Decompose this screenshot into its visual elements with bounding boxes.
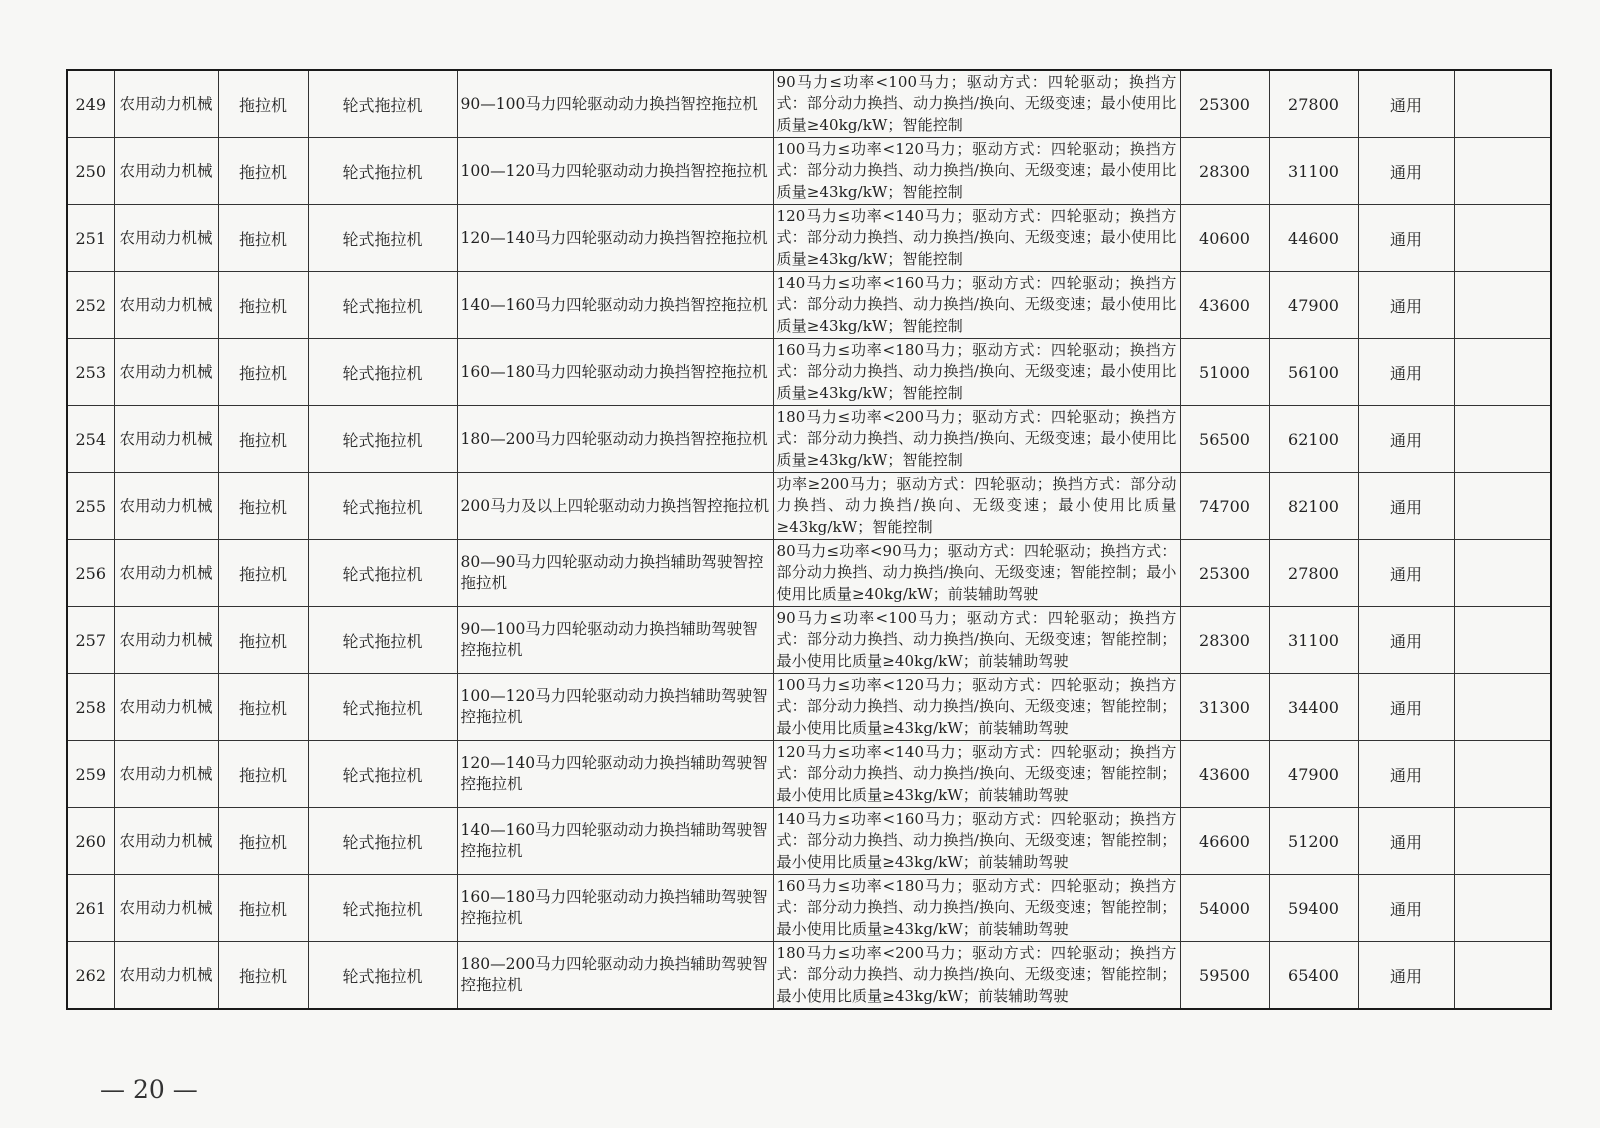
subtype-cell: 轮式拖拉机 [308,70,457,138]
subtype-cell: 轮式拖拉机 [308,607,457,674]
scope-cell: 通用 [1358,473,1454,540]
category-cell: 农用动力机械 [114,808,218,875]
subtype-cell: 轮式拖拉机 [308,205,457,272]
price-cell-2: 27800 [1269,540,1358,607]
category-cell: 农用动力机械 [114,607,218,674]
note-cell [1454,205,1551,272]
row-number: 251 [67,205,114,272]
price-cell-1: 25300 [1180,70,1269,138]
price-cell-1: 56500 [1180,406,1269,473]
price-cell-1: 43600 [1180,272,1269,339]
price-cell-2: 47900 [1269,741,1358,808]
item-name-cell: 100—120马力四轮驱动动力换挡智控拖拉机 [457,138,773,205]
price-cell-2: 31100 [1269,607,1358,674]
type-cell: 拖拉机 [218,138,308,205]
scope-cell: 通用 [1358,272,1454,339]
subtype-cell: 轮式拖拉机 [308,272,457,339]
price-cell-1: 51000 [1180,339,1269,406]
row-number: 259 [67,741,114,808]
note-cell [1454,607,1551,674]
type-cell: 拖拉机 [218,875,308,942]
note-cell [1454,808,1551,875]
row-number: 260 [67,808,114,875]
item-name-cell: 90—100马力四轮驱动动力换挡辅助驾驶智控拖拉机 [457,607,773,674]
item-name-cell: 80—90马力四轮驱动动力换挡辅助驾驶智控拖拉机 [457,540,773,607]
spec-cell: 160马力≤功率<180马力；驱动方式：四轮驱动；换挡方式：部分动力换挡、动力换挡/换向、无级变速；智能控制；最小使用比质量≥43kg/kW；前装辅助驾驶 [773,875,1180,942]
price-cell-1: 54000 [1180,875,1269,942]
page-number: — 20 — [100,1075,198,1104]
item-name-cell: 120—140马力四轮驱动动力换挡辅助驾驶智控拖拉机 [457,741,773,808]
price-cell-2: 62100 [1269,406,1358,473]
price-cell-1: 31300 [1180,674,1269,741]
type-cell: 拖拉机 [218,540,308,607]
row-number: 258 [67,674,114,741]
note-cell [1454,741,1551,808]
subtype-cell: 轮式拖拉机 [308,741,457,808]
scope-cell: 通用 [1358,138,1454,205]
type-cell: 拖拉机 [218,70,308,138]
note-cell [1454,473,1551,540]
price-cell-2: 51200 [1269,808,1358,875]
note-cell [1454,272,1551,339]
category-cell: 农用动力机械 [114,674,218,741]
price-cell-1: 25300 [1180,540,1269,607]
subtype-cell: 轮式拖拉机 [308,339,457,406]
row-number: 256 [67,540,114,607]
subtype-cell: 轮式拖拉机 [308,875,457,942]
category-cell: 农用动力机械 [114,875,218,942]
type-cell: 拖拉机 [218,473,308,540]
category-cell: 农用动力机械 [114,70,218,138]
category-cell: 农用动力机械 [114,205,218,272]
scope-cell: 通用 [1358,808,1454,875]
category-cell: 农用动力机械 [114,473,218,540]
table-body [67,70,1551,1009]
spec-cell: 160马力≤功率<180马力；驱动方式：四轮驱动；换挡方式：部分动力换挡、动力换挡/换向、无级变速；最小使用比质量≥43kg/kW；智能控制 [773,339,1180,406]
spec-cell: 120马力≤功率<140马力；驱动方式：四轮驱动；换挡方式：部分动力换挡、动力换挡/换向、无级变速；智能控制；最小使用比质量≥43kg/kW；前装辅助驾驶 [773,741,1180,808]
row-number: 254 [67,406,114,473]
spec-cell: 100马力≤功率<120马力；驱动方式：四轮驱动；换挡方式：部分动力换挡、动力换挡/换向、无级变速；智能控制；最小使用比质量≥43kg/kW；前装辅助驾驶 [773,674,1180,741]
table-row [67,942,1551,1010]
row-number: 252 [67,272,114,339]
price-cell-2: 31100 [1269,138,1358,205]
item-name-cell: 90—100马力四轮驱动动力换挡智控拖拉机 [457,70,773,138]
spec-cell: 180马力≤功率<200马力；驱动方式：四轮驱动；换挡方式：部分动力换挡、动力换挡/换向、无级变速；智能控制；最小使用比质量≥43kg/kW；前装辅助驾驶 [773,942,1180,1010]
price-cell-2: 27800 [1269,70,1358,138]
spec-cell: 180马力≤功率<200马力；驱动方式：四轮驱动；换挡方式：部分动力换挡、动力换挡/换向、无级变速；最小使用比质量≥43kg/kW；智能控制 [773,406,1180,473]
table-row [67,808,1551,875]
row-number: 255 [67,473,114,540]
price-cell-2: 82100 [1269,473,1358,540]
note-cell [1454,875,1551,942]
table-row [67,406,1551,473]
type-cell: 拖拉机 [218,942,308,1010]
row-number: 261 [67,875,114,942]
type-cell: 拖拉机 [218,272,308,339]
item-name-cell: 160—180马力四轮驱动动力换挡辅助驾驶智控拖拉机 [457,875,773,942]
item-name-cell: 180—200马力四轮驱动动力换挡智控拖拉机 [457,406,773,473]
price-cell-2: 65400 [1269,942,1358,1010]
spec-cell: 90马力≤功率<100马力；驱动方式：四轮驱动；换挡方式：部分动力换挡、动力换挡/换向、无级变速；最小使用比质量≥40kg/kW；智能控制 [773,70,1180,138]
spec-cell: 120马力≤功率<140马力；驱动方式：四轮驱动；换挡方式：部分动力换挡、动力换挡/换向、无级变速；最小使用比质量≥43kg/kW；智能控制 [773,205,1180,272]
scope-cell: 通用 [1358,674,1454,741]
scope-cell: 通用 [1358,406,1454,473]
row-number: 262 [67,942,114,1010]
subtype-cell: 轮式拖拉机 [308,808,457,875]
type-cell: 拖拉机 [218,607,308,674]
category-cell: 农用动力机械 [114,540,218,607]
note-cell [1454,406,1551,473]
row-number: 249 [67,70,114,138]
table-row [67,540,1551,607]
item-name-cell: 140—160马力四轮驱动动力换挡智控拖拉机 [457,272,773,339]
subtype-cell: 轮式拖拉机 [308,540,457,607]
scope-cell: 通用 [1358,607,1454,674]
item-name-cell: 200马力及以上四轮驱动动力换挡智控拖拉机 [457,473,773,540]
price-cell-2: 44600 [1269,205,1358,272]
table-row [67,205,1551,272]
price-cell-1: 28300 [1180,138,1269,205]
table-row [67,674,1551,741]
type-cell: 拖拉机 [218,674,308,741]
item-name-cell: 160—180马力四轮驱动动力换挡智控拖拉机 [457,339,773,406]
note-cell [1454,339,1551,406]
spec-cell: 功率≥200马力；驱动方式：四轮驱动；换挡方式：部分动力换挡、动力换挡/换向、无级变速；最小使用比质量≥43kg/kW；智能控制 [773,473,1180,540]
row-number: 253 [67,339,114,406]
price-cell-1: 40600 [1180,205,1269,272]
type-cell: 拖拉机 [218,808,308,875]
item-name-cell: 120—140马力四轮驱动动力换挡智控拖拉机 [457,205,773,272]
table-row [67,875,1551,942]
spec-cell: 140马力≤功率<160马力；驱动方式：四轮驱动；换挡方式：部分动力换挡、动力换挡/换向、无级变速；最小使用比质量≥43kg/kW；智能控制 [773,272,1180,339]
price-cell-2: 56100 [1269,339,1358,406]
spec-cell: 100马力≤功率<120马力；驱动方式：四轮驱动；换挡方式：部分动力换挡、动力换挡/换向、无级变速；最小使用比质量≥43kg/kW；智能控制 [773,138,1180,205]
note-cell [1454,540,1551,607]
price-cell-1: 74700 [1180,473,1269,540]
scope-cell: 通用 [1358,942,1454,1010]
row-number: 257 [67,607,114,674]
table-row [67,70,1551,138]
price-cell-1: 43600 [1180,741,1269,808]
category-cell: 农用动力机械 [114,406,218,473]
note-cell [1454,674,1551,741]
category-cell: 农用动力机械 [114,138,218,205]
price-cell-2: 34400 [1269,674,1358,741]
type-cell: 拖拉机 [218,339,308,406]
table-row [67,607,1551,674]
type-cell: 拖拉机 [218,205,308,272]
category-cell: 农用动力机械 [114,339,218,406]
subtype-cell: 轮式拖拉机 [308,473,457,540]
scope-cell: 通用 [1358,339,1454,406]
table-row [67,138,1551,205]
price-cell-2: 59400 [1269,875,1358,942]
price-cell-2: 47900 [1269,272,1358,339]
scope-cell: 通用 [1358,205,1454,272]
scope-cell: 通用 [1358,875,1454,942]
item-name-cell: 180—200马力四轮驱动动力换挡辅助驾驶智控拖拉机 [457,942,773,1010]
spec-cell: 140马力≤功率<160马力；驱动方式：四轮驱动；换挡方式：部分动力换挡、动力换挡/换向、无级变速；智能控制；最小使用比质量≥43kg/kW；前装辅助驾驶 [773,808,1180,875]
subsidy-table [66,69,1552,1010]
row-number: 250 [67,138,114,205]
note-cell [1454,138,1551,205]
subtype-cell: 轮式拖拉机 [308,138,457,205]
type-cell: 拖拉机 [218,741,308,808]
item-name-cell: 100—120马力四轮驱动动力换挡辅助驾驶智控拖拉机 [457,674,773,741]
item-name-cell: 140—160马力四轮驱动动力换挡辅助驾驶智控拖拉机 [457,808,773,875]
table-row [67,741,1551,808]
subtype-cell: 轮式拖拉机 [308,674,457,741]
subtype-cell: 轮式拖拉机 [308,406,457,473]
table-row [67,272,1551,339]
category-cell: 农用动力机械 [114,942,218,1010]
category-cell: 农用动力机械 [114,272,218,339]
spec-cell: 90马力≤功率<100马力；驱动方式：四轮驱动；换挡方式：部分动力换挡、动力换挡/换向、无级变速；智能控制；最小使用比质量≥40kg/kW；前装辅助驾驶 [773,607,1180,674]
price-cell-1: 28300 [1180,607,1269,674]
price-cell-1: 46600 [1180,808,1269,875]
price-cell-1: 59500 [1180,942,1269,1010]
spec-cell: 80马力≤功率<90马力；驱动方式：四轮驱动；换挡方式：部分动力换挡、动力换挡/换向、无级变速；智能控制；最小使用比质量≥40kg/kW；前装辅助驾驶 [773,540,1180,607]
category-cell: 农用动力机械 [114,741,218,808]
subtype-cell: 轮式拖拉机 [308,942,457,1010]
table-row [67,473,1551,540]
scope-cell: 通用 [1358,70,1454,138]
scope-cell: 通用 [1358,741,1454,808]
note-cell [1454,942,1551,1010]
note-cell [1454,70,1551,138]
scope-cell: 通用 [1358,540,1454,607]
type-cell: 拖拉机 [218,406,308,473]
table-row [67,339,1551,406]
